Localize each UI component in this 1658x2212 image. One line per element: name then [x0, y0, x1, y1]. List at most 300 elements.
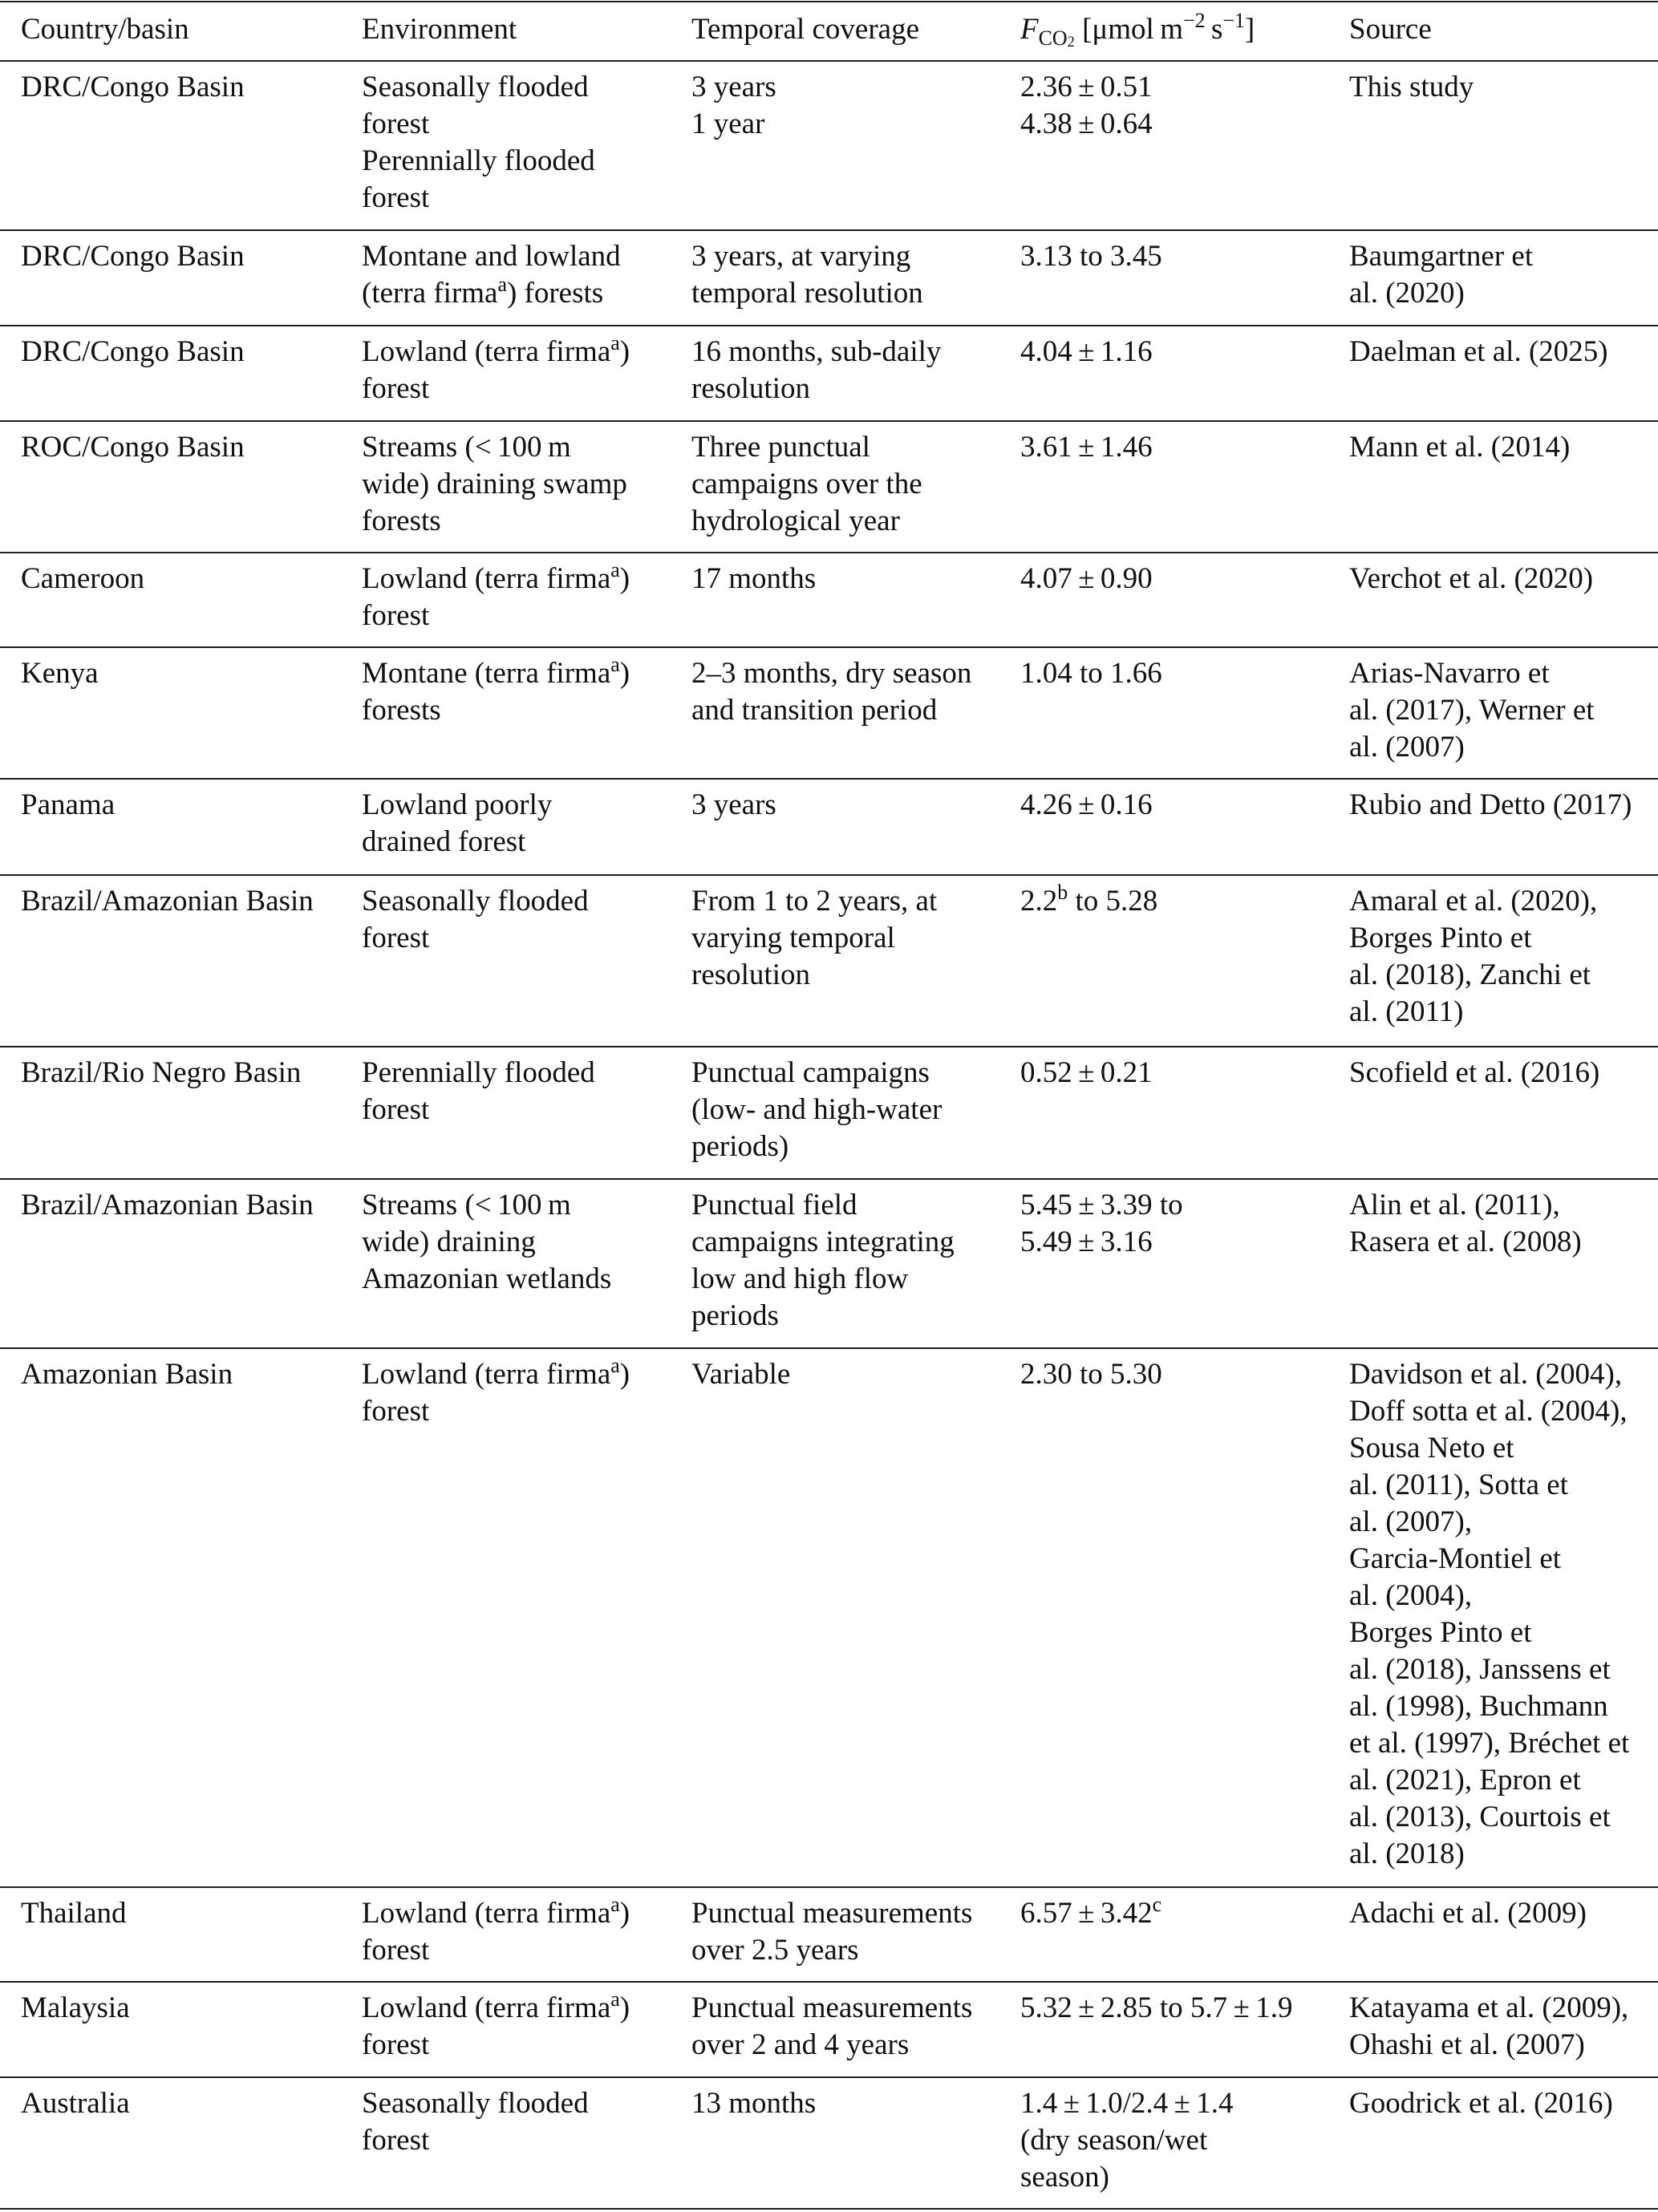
cell-text: Malaysia: [21, 1991, 130, 2024]
cell-environment: [362, 883, 589, 957]
cell-line: [362, 920, 589, 957]
cell-line: [1349, 787, 1632, 824]
cell-text: forest: [362, 2124, 430, 2157]
cell-line: [362, 1393, 630, 1430]
cell-line: [1020, 334, 1153, 371]
cell-text: al. (2017), Werner et: [1349, 694, 1595, 727]
cell-line: [362, 1987, 630, 2027]
cell-line: [1349, 238, 1533, 275]
cell-source: [1349, 1187, 1582, 1261]
cell-text: Goodrick et al. (2016): [1349, 2087, 1613, 2120]
table-row: [0, 553, 1658, 647]
cell-line: [1020, 8, 1255, 51]
cell-text: DRC/Congo Basin: [21, 240, 245, 273]
cell-fco2-flux: [1020, 1990, 1293, 2027]
cell-line: [362, 466, 627, 503]
cell-text: wide) draining swamp: [362, 468, 627, 500]
cell-text: Verchot et al. (2020): [1349, 562, 1594, 595]
cell-text: 2.2: [1020, 885, 1058, 918]
cell-text: Source: [1349, 13, 1432, 46]
cell-text: Brazil/Amazonian Basin: [21, 885, 314, 918]
cell-line: [362, 106, 595, 143]
cell-text: Perennially flooded: [362, 1056, 595, 1089]
cell-fco2-flux: [1020, 2085, 1234, 2196]
cell-line: [691, 429, 922, 466]
cell-line: [1349, 1430, 1629, 1467]
cell-text: al. (2013), Courtois et: [1349, 1801, 1611, 1833]
table-row: [0, 1887, 1658, 1982]
header-environment: [362, 11, 517, 48]
cell-text: Brazil/Rio Negro Basin: [21, 1056, 302, 1089]
superscript: −2: [1182, 8, 1206, 32]
cell-line: [1020, 1990, 1293, 2027]
cell-line: [362, 652, 630, 692]
superscript: c: [1152, 1892, 1162, 1916]
cell-text: Thailand: [21, 1897, 127, 1930]
cell-temporal-coverage: [691, 1895, 972, 1969]
cell-fco2-flux: [1020, 561, 1153, 598]
cell-line: [1349, 1578, 1629, 1614]
cell-text: al. (2018), Janssens et: [1349, 1653, 1611, 1686]
cell-line: [1020, 429, 1153, 466]
cell-text: Environment: [362, 13, 517, 46]
cell-text: Amazonian wetlands: [362, 1262, 612, 1295]
cell-text: forest: [362, 1934, 430, 1967]
cell-text: Baumgartner et: [1349, 240, 1534, 273]
cell-text: low and high flow: [691, 1262, 909, 1295]
cell-line: [691, 1128, 942, 1165]
superscript: a: [610, 1892, 620, 1916]
cell-text: This study: [1349, 71, 1474, 103]
cell-line: [691, 2085, 816, 2122]
subscript: 2: [1067, 34, 1075, 51]
cell-line: [1349, 334, 1608, 371]
cell-text: DRC/Congo Basin: [21, 335, 245, 368]
cell-text: over 2.5 years: [691, 1934, 859, 1967]
cell-line: [1349, 1614, 1629, 1651]
cell-line: [362, 1353, 630, 1393]
cell-text: Alin et al. (2011),: [1349, 1189, 1560, 1221]
cell-text: ) forests: [506, 277, 604, 310]
cell-country-basin: [21, 883, 314, 920]
cell-temporal-coverage: [691, 1187, 955, 1335]
cell-text: drained forest: [362, 825, 526, 858]
cell-text: Mann et al. (2014): [1349, 431, 1571, 464]
cell-text: Sousa Neto et: [1349, 1432, 1514, 1465]
cell-country-basin: [21, 1356, 233, 1393]
cell-country-basin: [21, 69, 245, 106]
cell-line: [1349, 1356, 1629, 1393]
cell-line: [1349, 1762, 1629, 1799]
cell-source: [1349, 1356, 1629, 1873]
cell-text: 4.26 ± 0.16: [1020, 788, 1153, 821]
cell-line: [362, 1092, 595, 1128]
cell-text: forests: [362, 504, 441, 537]
cell-temporal-coverage: [691, 1055, 942, 1165]
cell-line: [691, 1092, 942, 1128]
cell-line: [691, 1261, 955, 1298]
cell-line: [1349, 729, 1595, 766]
cell-source: [1349, 334, 1608, 371]
cell-line: [1349, 1836, 1629, 1873]
cell-text: Australia: [21, 2087, 130, 2120]
cell-fco2-flux: [1020, 880, 1158, 920]
cell-fco2-flux: [1020, 787, 1153, 824]
cell-country-basin: [21, 1187, 314, 1224]
cell-temporal-coverage: [691, 787, 776, 824]
cell-text: DRC/Congo Basin: [21, 71, 245, 103]
cell-environment: [362, 1353, 630, 1430]
cell-text: Three punctual: [691, 431, 870, 464]
cell-line: [691, 1187, 955, 1224]
cell-line: [1020, 1055, 1153, 1092]
cell-line: [691, 883, 937, 920]
table-row: [0, 61, 1658, 230]
cell-text: ): [619, 562, 630, 595]
cell-text: 3 years, at varying: [691, 240, 911, 273]
cell-text: Daelman et al. (2025): [1349, 335, 1608, 368]
cell-environment: [362, 69, 595, 217]
cell-line: [1349, 561, 1593, 598]
cell-text: Lowland poorly: [362, 788, 553, 821]
cell-line: [362, 2085, 589, 2122]
cell-line: [691, 787, 776, 824]
cell-text: ): [619, 1991, 630, 2024]
cell-environment: [362, 1892, 630, 1969]
cell-line: [1020, 1892, 1162, 1932]
cell-environment: [362, 652, 630, 729]
cell-line: [1349, 1224, 1582, 1261]
table-row: [0, 230, 1658, 326]
cell-text: Doff sotta et al. (2004),: [1349, 1395, 1628, 1428]
italic-symbol: F: [1020, 13, 1039, 46]
cell-line: [1020, 2122, 1234, 2159]
cell-source: [1349, 69, 1474, 106]
cell-line: [21, 334, 245, 371]
cell-text: campaigns over the: [691, 468, 922, 500]
cell-line: [1020, 69, 1153, 106]
cell-text: al. (2020): [1349, 277, 1465, 310]
cell-line: [691, 1990, 972, 2027]
superscript: −1: [1222, 8, 1245, 32]
cell-environment: [362, 238, 621, 312]
cell-text: and transition period: [691, 694, 938, 727]
cell-country-basin: [21, 334, 245, 371]
cell-text: forests: [362, 694, 441, 727]
cell-text: al. (2007),: [1349, 1505, 1473, 1538]
superscript: a: [497, 272, 507, 296]
cell-text: forest: [362, 1093, 430, 1126]
cell-line: [1349, 1895, 1587, 1932]
cell-line: [362, 2027, 630, 2064]
header-country-basin: [21, 11, 189, 48]
cell-text: season): [1020, 2161, 1109, 2194]
cell-text: From 1 to 2 years, at: [691, 885, 938, 918]
cell-line: [1020, 2085, 1234, 2122]
cell-text: forest: [362, 1395, 430, 1428]
cell-text: Garcia-Montiel et: [1349, 1542, 1562, 1575]
cell-source: [1349, 1055, 1599, 1092]
cell-text: forest: [362, 922, 430, 954]
cell-text: 1.04 to 1.66: [1020, 657, 1162, 690]
cell-source: [1349, 2085, 1613, 2122]
header-source: [1349, 11, 1432, 48]
cell-text: Cameroon: [21, 562, 145, 595]
table-row: [0, 1179, 1658, 1348]
cell-text: Variable: [691, 1358, 791, 1391]
cell-line: [21, 1187, 314, 1224]
cell-text: 1 year: [691, 107, 765, 140]
superscript: a: [610, 330, 620, 354]
table-row: [0, 1047, 1658, 1179]
cell-line: [362, 1187, 611, 1224]
cell-temporal-coverage: [691, 883, 937, 994]
cell-text: al. (2021), Epron et: [1349, 1764, 1581, 1797]
cell-line: [21, 238, 245, 275]
cell-line: [21, 561, 144, 598]
table-row: [0, 1982, 1658, 2077]
cell-text: ): [619, 1358, 630, 1391]
cell-text: (low- and high-water: [691, 1093, 943, 1126]
table-bottom-rule: [0, 2208, 1658, 2210]
table-row: [0, 647, 1658, 779]
cell-text: s: [1205, 13, 1223, 46]
cell-line: [21, 2085, 130, 2122]
cell-line: [691, 69, 776, 106]
cell-country-basin: [21, 2085, 130, 2122]
cell-environment: [362, 2085, 589, 2159]
superscript: a: [610, 1987, 620, 2011]
cell-line: [1349, 1725, 1629, 1762]
cell-environment: [362, 1987, 630, 2064]
cell-line: [691, 957, 937, 994]
cell-text: Country/basin: [21, 13, 189, 46]
cell-text: hydrological year: [691, 504, 900, 537]
cell-text: varying temporal: [691, 922, 895, 954]
cell-line: [691, 11, 919, 48]
cell-fco2-flux: [1020, 238, 1162, 275]
cell-text: Davidson et al. (2004),: [1349, 1358, 1623, 1391]
cell-text: Lowland (terra firma: [362, 562, 611, 595]
cell-text: al. (2018), Zanchi et: [1349, 958, 1591, 991]
cell-line: [1349, 883, 1597, 920]
cell-line: [362, 1261, 611, 1298]
cell-temporal-coverage: [691, 655, 971, 729]
cell-text: to 5.28: [1068, 885, 1158, 918]
cell-fco2-flux: [1020, 1055, 1153, 1092]
cell-text: Punctual campaigns: [691, 1056, 930, 1089]
cell-line: [1020, 561, 1153, 598]
cell-source: [1349, 561, 1593, 598]
cell-line: [1349, 692, 1595, 729]
cell-country-basin: [21, 1990, 130, 2027]
cell-source: [1349, 1895, 1587, 1932]
cell-text: 17 months: [691, 562, 817, 595]
cell-line: [1349, 1504, 1629, 1541]
cell-text: Montane (terra firma: [362, 657, 611, 690]
cell-country-basin: [21, 1895, 127, 1932]
cell-temporal-coverage: [691, 69, 776, 143]
cell-line: [362, 69, 595, 106]
cell-text: 5.49 ± 3.16: [1020, 1226, 1153, 1258]
cell-text: Adachi et al. (2009): [1349, 1897, 1587, 1930]
cell-line: [362, 330, 630, 371]
cell-text: 5.32 ± 2.85 to 5.7 ± 1.9: [1020, 1991, 1293, 2024]
cell-text: Punctual measurements: [691, 1991, 973, 2024]
cell-text: Montane and lowland: [362, 240, 621, 273]
cell-text: Amaral et al. (2020),: [1349, 885, 1598, 918]
cell-text: 3.61 ± 1.46: [1020, 431, 1153, 464]
cell-source: [1349, 655, 1595, 766]
cell-line: [362, 1224, 611, 1261]
cell-line: [1349, 1055, 1599, 1092]
cell-source: [1349, 238, 1533, 312]
cell-text: Lowland (terra firma: [362, 1897, 611, 1930]
cell-text: Scofield et al. (2016): [1349, 1056, 1600, 1089]
cell-text: Borges Pinto et: [1349, 922, 1532, 954]
cell-line: [1349, 275, 1533, 312]
cell-line: [691, 2027, 972, 2064]
cell-text: Borges Pinto et: [1349, 1616, 1532, 1649]
cell-fco2-flux: [1020, 655, 1162, 692]
cell-line: [691, 238, 923, 275]
cell-line: [21, 1055, 301, 1092]
cell-text: 5.45 ± 3.39 to: [1020, 1189, 1183, 1221]
cell-line: [1349, 1187, 1582, 1224]
cell-line: [691, 561, 816, 598]
cell-text: 2–3 months, dry season: [691, 657, 972, 690]
cell-text: forest: [362, 107, 430, 140]
cell-line: [691, 371, 941, 407]
cell-line: [362, 824, 552, 861]
cell-line: [1349, 1688, 1629, 1725]
cell-source: [1349, 883, 1597, 1031]
cell-text: 1.4 ± 1.0/2.4 ± 1.4: [1020, 2087, 1234, 2120]
cell-text: ]: [1244, 13, 1255, 46]
cell-text: 6.57 ± 3.42: [1020, 1897, 1153, 1930]
cell-line: [1020, 106, 1153, 143]
cell-text: Punctual field: [691, 1189, 857, 1221]
cell-line: [362, 1932, 630, 1969]
table-row: [0, 326, 1658, 421]
cell-text: Katayama et al. (2009),: [1349, 1991, 1629, 2024]
cell-text: Seasonally flooded: [362, 71, 589, 103]
cell-text: 16 months, sub-daily: [691, 335, 942, 368]
cell-source: [1349, 429, 1570, 466]
cell-environment: [362, 1187, 611, 1298]
cell-line: [691, 1895, 972, 1932]
cell-fco2-flux: [1020, 1892, 1162, 1932]
cell-line: [1349, 1467, 1629, 1504]
cell-line: [1349, 994, 1597, 1031]
cell-line: [1349, 69, 1474, 106]
header-fco2-flux: [1020, 8, 1255, 51]
cell-line: [1020, 2159, 1234, 2196]
cell-line: [362, 598, 630, 634]
cell-line: [691, 466, 922, 503]
superscript: a: [610, 1353, 620, 1377]
superscript: b: [1057, 880, 1068, 904]
cell-line: [1349, 655, 1595, 692]
cell-text: al. (2011): [1349, 995, 1464, 1028]
cell-line: [691, 692, 971, 729]
cell-text: Kenya: [21, 657, 99, 690]
cell-text: campaigns integrating: [691, 1226, 955, 1258]
cell-text: Seasonally flooded: [362, 885, 589, 918]
cell-temporal-coverage: [691, 334, 941, 407]
cell-temporal-coverage: [691, 1990, 972, 2064]
cell-text: Amazonian Basin: [21, 1358, 233, 1391]
superscript: a: [610, 652, 620, 676]
cell-line: [21, 787, 115, 824]
cell-line: [691, 1932, 972, 1969]
cell-temporal-coverage: [691, 2085, 816, 2122]
cell-text: forest: [362, 372, 430, 405]
cell-line: [1349, 1541, 1629, 1578]
cell-line: [362, 787, 552, 824]
cell-text: ): [619, 657, 630, 690]
cell-line: [1020, 238, 1162, 275]
cell-country-basin: [21, 655, 99, 692]
cell-text: Arias-Navarro et: [1349, 657, 1550, 690]
cell-text: 13 months: [691, 2087, 817, 2120]
cell-line: [691, 1356, 790, 1393]
cell-line: [1020, 655, 1162, 692]
cell-line: [1349, 2027, 1628, 2064]
cell-country-basin: [21, 429, 245, 466]
cell-line: [691, 1055, 942, 1092]
cell-line: [362, 503, 627, 540]
cell-line: [691, 655, 971, 692]
cell-text: 4.07 ± 0.90: [1020, 562, 1153, 595]
cell-text: 3 years: [691, 788, 776, 821]
cell-line: [362, 1055, 595, 1092]
cell-text: Lowland (terra firma: [362, 1991, 611, 2024]
cell-fco2-flux: [1020, 1187, 1183, 1261]
cell-line: [691, 503, 922, 540]
cell-text: Punctual measurements: [691, 1897, 973, 1930]
cell-text: ): [619, 335, 630, 368]
cell-text: Streams (< 100 m: [362, 1189, 571, 1221]
cell-text: al. (2007): [1349, 731, 1465, 764]
cell-text: 4.04 ± 1.16: [1020, 335, 1153, 368]
cell-text: resolution: [691, 372, 810, 405]
cell-country-basin: [21, 561, 144, 598]
cell-line: [362, 272, 621, 312]
cell-source: [1349, 1990, 1628, 2064]
cell-temporal-coverage: [691, 1356, 790, 1393]
cell-text: Perennially flooded: [362, 144, 595, 177]
cell-temporal-coverage: [691, 561, 816, 598]
cell-line: [362, 180, 595, 217]
cell-line: [362, 371, 630, 407]
cell-text: periods: [691, 1299, 779, 1332]
table-row: [0, 2077, 1658, 2209]
cell-text: al. (2018): [1349, 1837, 1465, 1870]
cell-text: et al. (1997), Bréchet et: [1349, 1727, 1630, 1760]
cell-line: [362, 883, 589, 920]
cell-text: 3.13 to 3.45: [1020, 240, 1162, 273]
header-temporal-coverage: [691, 11, 919, 48]
cell-line: [1349, 11, 1432, 48]
cell-line: [1020, 880, 1158, 920]
cell-text: resolution: [691, 958, 810, 991]
cell-line: [362, 429, 627, 466]
cell-line: [1349, 429, 1570, 466]
cell-line: [691, 334, 941, 371]
cell-line: [691, 920, 937, 957]
cell-country-basin: [21, 238, 245, 275]
